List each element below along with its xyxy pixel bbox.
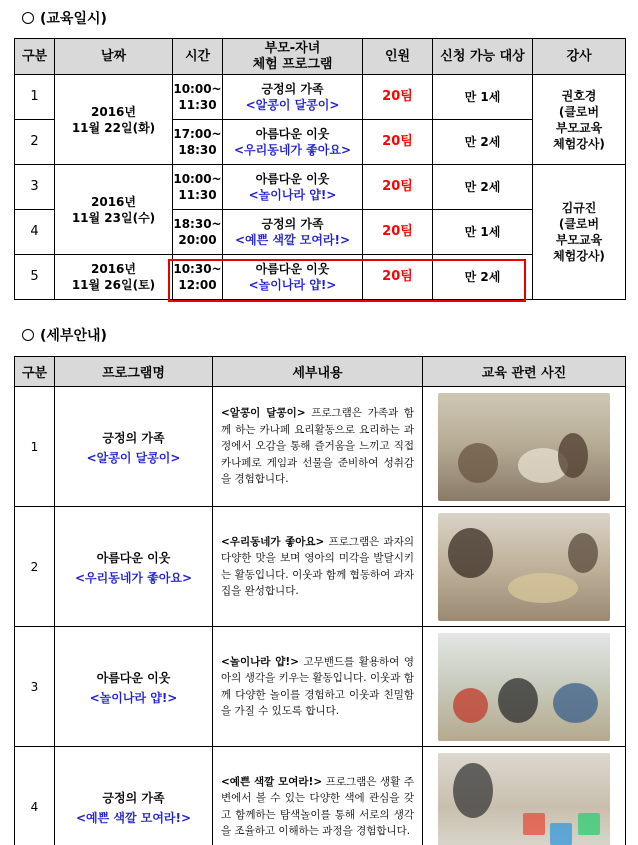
row-target: 만 2세 <box>433 255 533 300</box>
header-target: 신청 가능 대상 <box>433 39 533 75</box>
program-subtitle: <놀이나라 얍!> <box>89 691 178 705</box>
time-start: 10:30~ <box>173 262 222 276</box>
date-year: 2016년 <box>91 104 136 119</box>
instructor-role: 체험강사) <box>553 136 605 151</box>
table-row <box>15 165 626 210</box>
program-subtitle: <우리동네가 좋아요> <box>233 143 352 157</box>
row-description <box>213 747 423 845</box>
row-program <box>223 255 363 300</box>
education-photo <box>438 633 610 741</box>
time-end: 18:30 <box>178 143 217 157</box>
row-photo <box>423 387 626 507</box>
row-no: 1 <box>15 387 55 507</box>
header-program-line1: 부모-자녀 <box>264 40 321 56</box>
details-header-row <box>15 357 626 387</box>
instructor-name: 권호경 <box>561 88 597 103</box>
details-section-title <box>22 325 107 345</box>
row-time <box>173 120 223 165</box>
row-count: 20팀 <box>363 165 433 210</box>
circle-bullet-icon <box>22 329 34 341</box>
row-program <box>223 165 363 210</box>
details-title-text: (세부안내) <box>40 328 107 344</box>
row-no: 3 <box>15 165 55 210</box>
table-row <box>15 387 626 507</box>
program-name: 아름다운 이웃 <box>96 671 171 685</box>
row-target: 만 1세 <box>433 75 533 120</box>
table-row <box>15 507 626 627</box>
table-row <box>15 747 626 845</box>
program-name: 긍정의 가족 <box>261 82 324 96</box>
schedule-title-text: (교육일시) <box>40 11 107 27</box>
row-program <box>55 387 213 507</box>
date-day: 11월 22일(화) <box>71 120 156 135</box>
program-subtitle: <우리동네가 좋아요> <box>74 571 193 585</box>
row-count: 20팀 <box>363 210 433 255</box>
date-year: 2016년 <box>91 262 136 276</box>
description-text: 프로그램은 생활 주변에서 볼 수 있는 다양한 색에 관심을 갖고 함께하는 탐색놀이를 통해 서로의 생각을 조율하고 이해하는 과정을 경험합니다. <box>221 775 414 837</box>
schedule-table <box>14 38 626 300</box>
instructor-org: (클로버 <box>558 217 600 231</box>
time-end: 11:30 <box>178 188 217 202</box>
row-program <box>223 120 363 165</box>
row-no: 4 <box>15 747 55 845</box>
program-name: 아름다운 이웃 <box>255 127 330 141</box>
row-count: 20팀 <box>363 75 433 120</box>
description-text: 고무밴드를 활용하여 영아의 생각을 키우는 활동입니다. 이웃과 함께 다양한 놀이를 경험하고 이웃과 친밀함을 가질 수 있도록 합니다. <box>221 655 414 717</box>
row-instructor <box>533 165 626 300</box>
header-no: 구분 <box>15 39 55 75</box>
program-subtitle: <알콩이 달콩이> <box>86 451 181 465</box>
row-program <box>55 627 213 747</box>
table-row <box>15 75 626 120</box>
row-instructor <box>533 75 626 165</box>
program-subtitle: <놀이나라 얍!> <box>248 188 337 202</box>
row-time <box>173 165 223 210</box>
row-no: 5 <box>15 255 55 300</box>
row-no: 2 <box>15 120 55 165</box>
description-text: 프로그램은 과자의 다양한 맛을 보며 영아의 미각을 발달시키는 활동입니다. 이웃과 함께 협동하여 과자집을 완성합니다. <box>221 535 414 597</box>
row-date <box>55 75 173 165</box>
row-no: 3 <box>15 627 55 747</box>
row-photo <box>423 507 626 627</box>
time-end: 11:30 <box>178 98 217 112</box>
program-name: 아름다운 이웃 <box>255 172 330 186</box>
row-no: 1 <box>15 75 55 120</box>
header-time: 시간 <box>173 39 223 75</box>
description-lead: <놀이나라 얍!> <box>221 655 299 668</box>
program-subtitle: <예쁜 색깔 모여라!> <box>234 233 351 247</box>
row-program <box>223 210 363 255</box>
row-program <box>223 75 363 120</box>
schedule-header-row <box>15 39 626 75</box>
instructor-org2: 부모교육 <box>555 233 603 247</box>
description-lead: <예쁜 색깔 모여라!> <box>221 775 323 788</box>
header-program <box>223 39 363 75</box>
row-program <box>55 747 213 845</box>
schedule-section-title <box>22 8 107 28</box>
row-description <box>213 507 423 627</box>
header-instructor: 강사 <box>533 39 626 75</box>
time-end: 20:00 <box>178 233 217 247</box>
row-target: 만 1세 <box>433 210 533 255</box>
time-start: 18:30~ <box>173 217 222 231</box>
row-target: 만 2세 <box>433 120 533 165</box>
time-start: 10:00~ <box>173 82 222 96</box>
program-name: 긍정의 가족 <box>102 791 165 805</box>
row-program <box>55 507 213 627</box>
row-time <box>173 210 223 255</box>
instructor-role: 체험강사) <box>553 249 605 263</box>
row-photo <box>423 627 626 747</box>
row-count: 20팀 <box>363 255 433 300</box>
instructor-org2: 부모교육 <box>555 120 603 135</box>
program-name: 긍정의 가족 <box>261 217 324 231</box>
header-content: 세부내용 <box>213 357 423 387</box>
program-subtitle: <예쁜 색깔 모여라!> <box>75 811 192 825</box>
instructor-org: (클로버 <box>558 104 600 119</box>
row-no: 4 <box>15 210 55 255</box>
date-day: 11월 26일(토) <box>71 278 156 292</box>
row-count: 20팀 <box>363 120 433 165</box>
education-photo <box>438 753 610 845</box>
circle-bullet-icon <box>22 12 34 24</box>
program-subtitle: <놀이나라 얍!> <box>248 278 337 292</box>
header-program-line2: 체험 프로그램 <box>252 56 333 72</box>
header-date: 날짜 <box>55 39 173 75</box>
row-target: 만 2세 <box>433 165 533 210</box>
table-row <box>15 627 626 747</box>
row-date <box>55 255 173 300</box>
instructor-name: 김규진 <box>561 201 597 215</box>
program-name: 아름다운 이웃 <box>255 262 330 276</box>
row-no: 2 <box>15 507 55 627</box>
program-name: 아름다운 이웃 <box>96 551 171 565</box>
details-table <box>14 356 626 845</box>
row-time <box>173 75 223 120</box>
header-count: 인원 <box>363 39 433 75</box>
row-time <box>173 255 223 300</box>
header-program-name: 프로그램명 <box>55 357 213 387</box>
description-text: 프로그램은 가족과 함께 하는 카나페 요리활동으로 요리하는 과정에서 오감을 통해 즐거움을 느끼고 직접 카나페로 게임과 선물을 준비하여 성취감을 경험합니다. <box>221 407 414 486</box>
time-start: 10:00~ <box>173 172 222 186</box>
header-no: 구분 <box>15 357 55 387</box>
education-photo <box>438 513 610 621</box>
program-subtitle: <알콩이 달콩이> <box>245 98 340 112</box>
row-photo <box>423 747 626 845</box>
date-year: 2016년 <box>91 194 136 209</box>
time-start: 17:00~ <box>173 127 222 141</box>
header-photo: 교육 관련 사진 <box>423 357 626 387</box>
date-day: 11월 23일(수) <box>71 210 156 225</box>
time-end: 12:00 <box>178 278 217 292</box>
row-date <box>55 165 173 255</box>
row-description <box>213 627 423 747</box>
row-description <box>213 387 423 507</box>
description-lead: <우리동네가 좋아요> <box>221 535 325 548</box>
program-name: 긍정의 가족 <box>102 431 165 445</box>
description-lead: <알콩이 달콩이> <box>221 407 306 420</box>
education-photo <box>438 393 610 501</box>
